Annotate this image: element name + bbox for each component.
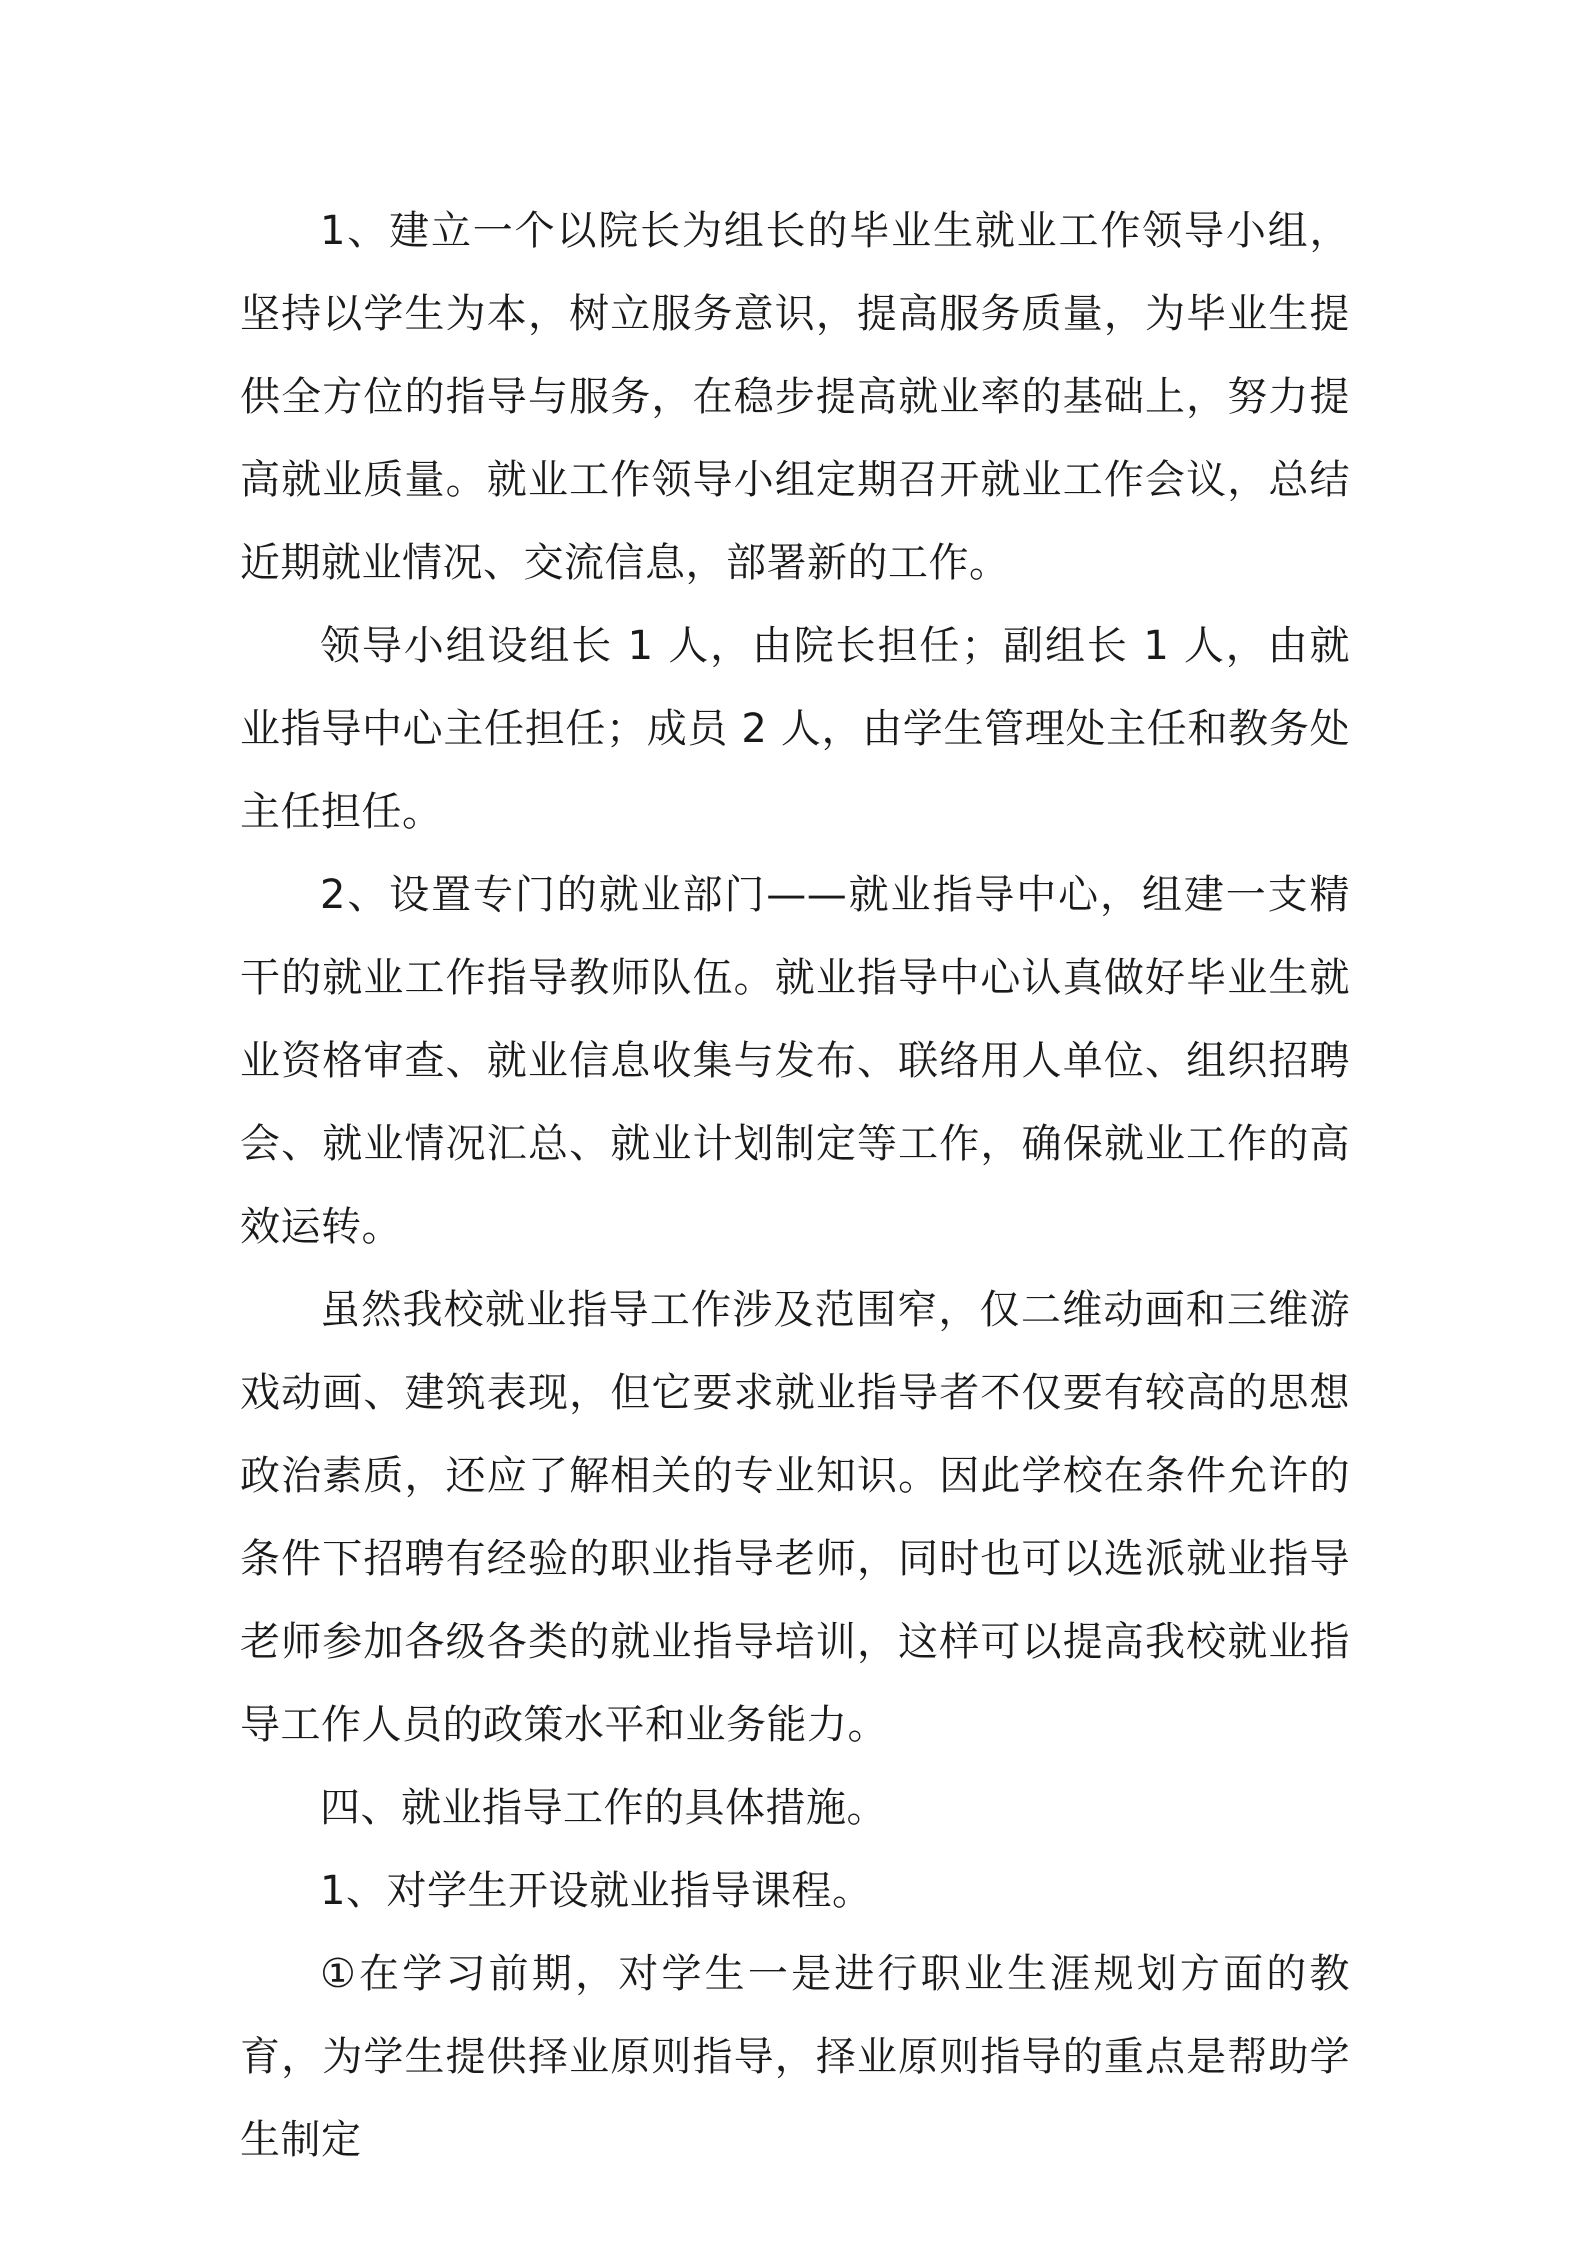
paragraph-guidance-staff: 虽然我校就业指导工作涉及范围窄，仅二维动画和三维游戏动画、建筑表现，但它要求就业指导者不仅要有较高的思想政治素质，还应了解相关的专业知识。因此学校在条件允许的条件下招聘有经验的职业指导老师，同时也可以选派就业指导老师参加各级各类的就业指导培训，这样可以提高我校就业指导工作人员的政策水平和业务能力。 xyxy=(240,1287,1350,1748)
paragraph-employment-center: 2、设置专门的就业部门——就业指导中心，组建一支精干的就业工作指导教师队伍。就业指导中心认真做好毕业生就业资格审查、就业信息收集与发布、联络用人单位、组织招聘会、就业情况汇总、就业计划制定等工作，确保就业工作的高效运转。 xyxy=(240,872,1350,1250)
section-heading-measures: 四、就业指导工作的具体措施。 xyxy=(320,1785,887,1831)
paragraph-group-members: 领导小组设组长 1 人，由院长担任；副组长 1 人，由就业指导中心主任担任；成员 2 人，由学生管理处主任和教务处主任担任。 xyxy=(240,623,1350,835)
paragraph-leading-group: 1、建立一个以院长为组长的毕业生就业工作领导小组，坚持以学生为本，树立服务意识，提高服务质量，为毕业生提供全方位的指导与服务，在稳步提高就业率的基础上，努力提高就业质量。就业工作领导小组定期召开就业工作会议，总结近期就业情况、交流信息，部署新的工作。 xyxy=(240,208,1350,586)
subheading-courses: 1、对学生开设就业指导课程。 xyxy=(320,1868,873,1914)
document-body xyxy=(240,190,1350,2182)
paragraph-early-study: ①在学习前期，对学生一是进行职业生涯规划方面的教育，为学生提供择业原则指导，择业原则指导的重点是帮助学生制定 xyxy=(240,1951,1350,2163)
